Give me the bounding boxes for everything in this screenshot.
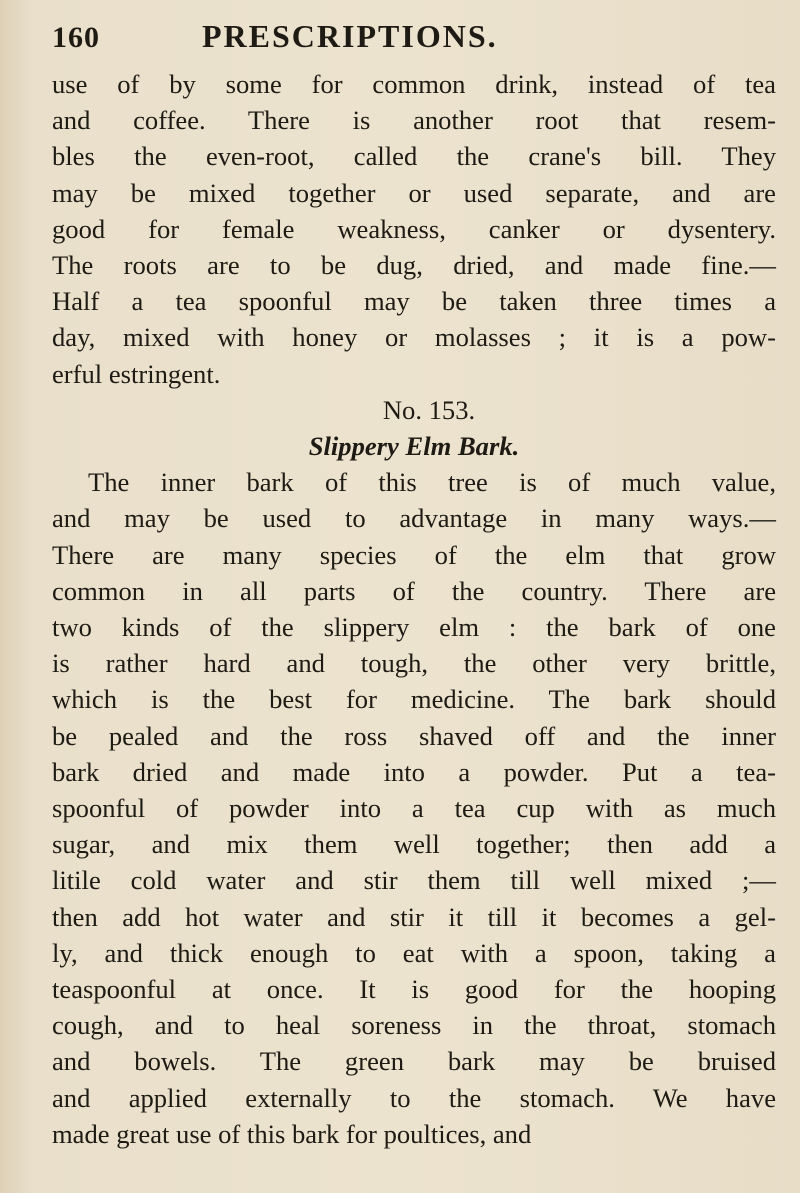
text-line: be pealed and the ross shaved off and the inner	[52, 720, 776, 751]
text-line: The roots are to be dug, dried, and made fine.—	[52, 250, 776, 281]
text-line: cough, and to heal soreness in the throat, stomach	[52, 1010, 776, 1041]
text-line: may be mixed together or used separate, and are	[52, 177, 776, 208]
text-line: bles the even-root, called the crane's bill. They	[52, 141, 776, 172]
text-line: bark dried and made into a powder. Put a tea-	[52, 756, 776, 787]
paragraph-slippery-elm	[52, 464, 776, 1152]
text-line: The inner bark of this tree is of much value,	[88, 467, 776, 498]
text-line: litile cold water and stir them till well mixed ;—	[52, 865, 776, 896]
text-line: two kinds of the slippery elm : the bark of one	[52, 612, 776, 643]
recipe-title: Slippery Elm Bark.	[308, 431, 520, 462]
text-line: which is the best for medicine. The bark should	[52, 684, 776, 715]
text-line: common in all parts of the country. There are	[52, 575, 776, 606]
text-line: and may be used to advantage in many ways.—	[52, 503, 776, 534]
text-line: sugar, and mix them well together; then add a	[52, 829, 776, 860]
text-line: and coffee. There is another root that resem-	[52, 105, 776, 136]
text-line: good for female weakness, canker or dysentery.	[52, 213, 776, 244]
text-line: erful estringent.	[52, 358, 221, 389]
text-line: spoonful of powder into a tea cup with as much	[52, 793, 776, 824]
text-line: Half a tea spoonful may be taken three times a	[52, 286, 776, 317]
text-line: and applied externally to the stomach. We have	[52, 1082, 776, 1113]
text-line: and bowels. The green bark may be bruised	[52, 1046, 776, 1077]
text-line: teaspoonful at once. It is good for the hooping	[52, 974, 776, 1005]
page-number: 160	[52, 21, 100, 54]
text-line: is rather hard and tough, the other very brittle,	[52, 648, 776, 679]
text-line: made great use of this bark for poultices, and	[52, 1118, 532, 1149]
text-line: then add hot water and stir it till it becomes a gel-	[52, 901, 776, 932]
running-head	[52, 18, 770, 66]
text-line: use of by some for common drink, instead of tea	[52, 69, 776, 99]
paragraph-continued	[52, 66, 776, 392]
running-title: PRESCRIPTIONS.	[202, 18, 498, 54]
text-line: day, mixed with honey or molasses ; it is a pow-	[52, 322, 776, 353]
body-text	[52, 66, 776, 1152]
recipe-number: No. 153.	[382, 394, 476, 425]
text-line: ly, and thick enough to eat with a spoon, taking a	[52, 937, 776, 968]
text-line: There are many species of the elm that grow	[52, 539, 776, 570]
